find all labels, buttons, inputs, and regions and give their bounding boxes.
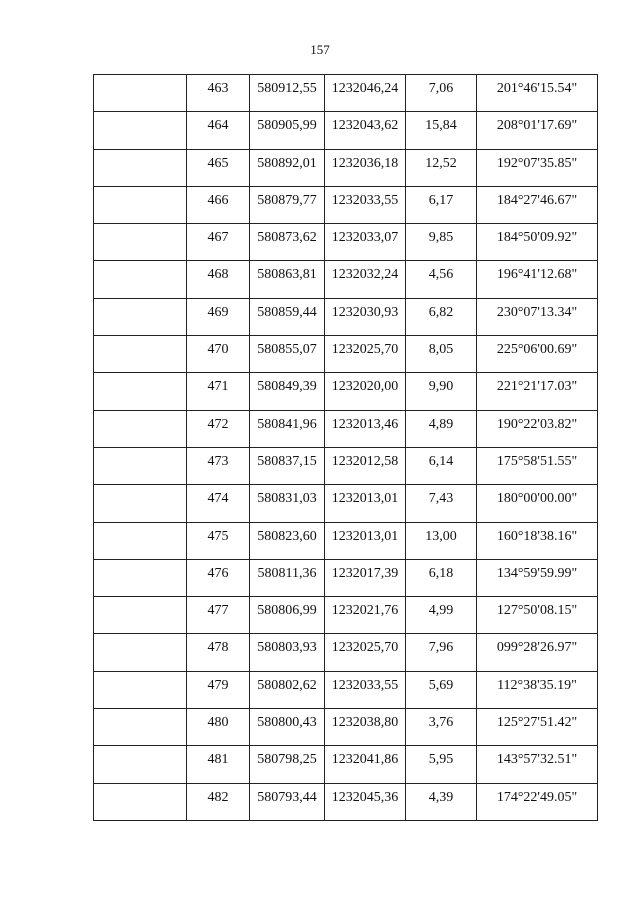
distance-cell-text: 7,43: [428, 491, 454, 507]
x-coordinate-cell-text: 580803,93: [257, 640, 317, 656]
direction-angle-cell-text: 196°41'12.68": [496, 267, 578, 283]
y-coordinate-cell: [325, 75, 406, 112]
point-number-cell: [187, 634, 250, 671]
x-coordinate-cell-text: 580823,60: [257, 528, 317, 544]
point-number-cell-text: 472: [207, 416, 229, 432]
point-number-cell-text: 464: [207, 118, 229, 134]
direction-angle-cell-text: 175°58'51.55": [496, 453, 578, 469]
table-row: [94, 709, 598, 746]
direction-angle-cell: [477, 485, 598, 522]
distance-cell-text: 15,84: [425, 118, 457, 134]
point-number-cell-text: 479: [207, 677, 229, 693]
y-coordinate-cell: [325, 559, 406, 596]
y-coordinate-cell-text: 1232030,93: [331, 304, 399, 320]
distance-cell-text: 4,89: [428, 416, 454, 432]
table-row: [94, 746, 598, 783]
distance-cell: [406, 783, 477, 820]
table-row: [94, 149, 598, 186]
point-number-cell: [187, 373, 250, 410]
table-row: [94, 373, 598, 410]
x-coordinate-cell-text: 580912,55: [257, 81, 317, 96]
distance-cell: [406, 373, 477, 410]
empty-cell: [94, 746, 187, 783]
empty-cell: [94, 634, 187, 671]
empty-cell: [94, 75, 187, 112]
point-number-cell-text: 478: [207, 640, 229, 656]
x-coordinate-cell-text: 580798,25: [257, 752, 317, 768]
y-coordinate-cell: [325, 373, 406, 410]
distance-cell-text: 5,95: [428, 752, 454, 768]
x-coordinate-cell: [250, 373, 325, 410]
x-coordinate-cell: [250, 261, 325, 298]
x-coordinate-cell: [250, 709, 325, 746]
distance-cell: [406, 410, 477, 447]
direction-angle-cell: [477, 75, 598, 112]
x-coordinate-cell: [250, 783, 325, 820]
empty-cell: [94, 261, 187, 298]
x-coordinate-cell: [250, 298, 325, 335]
empty-cell: [94, 336, 187, 373]
x-coordinate-cell: [250, 410, 325, 447]
y-coordinate-cell: [325, 634, 406, 671]
y-coordinate-cell: [325, 671, 406, 708]
point-number-cell: [187, 485, 250, 522]
point-number-cell-text: 476: [207, 565, 229, 581]
x-coordinate-cell-text: 580905,99: [257, 118, 317, 134]
y-coordinate-cell: [325, 447, 406, 484]
point-number-cell: [187, 410, 250, 447]
point-number-cell-text: 467: [207, 230, 229, 246]
table-row: [94, 75, 598, 112]
x-coordinate-cell: [250, 634, 325, 671]
coordinates-table: [93, 74, 598, 821]
direction-angle-cell: [477, 597, 598, 634]
point-number-cell: [187, 783, 250, 820]
y-coordinate-cell-text: 1232025,70: [331, 640, 399, 656]
y-coordinate-cell-text: 1232032,24: [331, 267, 399, 283]
direction-angle-cell: [477, 261, 598, 298]
y-coordinate-cell-text: 1232043,62: [331, 118, 399, 134]
direction-angle-cell: [477, 746, 598, 783]
y-coordinate-cell-text: 1232013,46: [331, 416, 399, 432]
x-coordinate-cell: [250, 149, 325, 186]
x-coordinate-cell: [250, 75, 325, 112]
empty-cell: [94, 149, 187, 186]
empty-cell: [94, 597, 187, 634]
point-number-cell-text: 480: [207, 715, 229, 731]
table-row: [94, 634, 598, 671]
distance-cell-text: 6,14: [428, 453, 454, 469]
direction-angle-cell-text: 230°07'13.34": [496, 304, 578, 320]
direction-angle-cell: [477, 112, 598, 149]
direction-angle-cell: [477, 447, 598, 484]
y-coordinate-cell: [325, 746, 406, 783]
x-coordinate-cell: [250, 746, 325, 783]
distance-cell: [406, 559, 477, 596]
y-coordinate-cell-text: 1232020,00: [331, 379, 399, 395]
point-number-cell: [187, 298, 250, 335]
point-number-cell: [187, 336, 250, 373]
y-coordinate-cell: [325, 298, 406, 335]
x-coordinate-cell: [250, 597, 325, 634]
point-number-cell: [187, 597, 250, 634]
point-number-cell: [187, 112, 250, 149]
x-coordinate-cell-text: 580863,81: [257, 267, 317, 283]
x-coordinate-cell-text: 580811,36: [257, 565, 317, 581]
y-coordinate-cell-text: 1232038,80: [331, 715, 399, 731]
distance-cell-text: 13,00: [425, 528, 457, 544]
point-number-cell-text: 470: [207, 342, 229, 358]
distance-cell: [406, 149, 477, 186]
x-coordinate-cell-text: 580849,39: [257, 379, 317, 395]
direction-angle-cell: [477, 224, 598, 261]
y-coordinate-cell-text: 1232033,55: [331, 192, 399, 208]
y-coordinate-cell-text: 1232033,55: [331, 677, 399, 693]
y-coordinate-cell: [325, 709, 406, 746]
x-coordinate-cell: [250, 522, 325, 559]
direction-angle-cell-text: 225°06'00.69": [496, 342, 578, 358]
distance-cell-text: 4,56: [428, 267, 454, 283]
distance-cell-text: 4,99: [428, 603, 454, 619]
direction-angle-cell: [477, 671, 598, 708]
table-row: [94, 298, 598, 335]
y-coordinate-cell-text: 1232017,39: [331, 565, 399, 581]
empty-cell: [94, 522, 187, 559]
direction-angle-cell-text: 160°18'38.16": [496, 528, 578, 544]
distance-cell: [406, 112, 477, 149]
point-number-cell: [187, 224, 250, 261]
y-coordinate-cell: [325, 224, 406, 261]
x-coordinate-cell: [250, 336, 325, 373]
x-coordinate-cell: [250, 671, 325, 708]
y-coordinate-cell-text: 1232025,70: [331, 342, 399, 358]
empty-cell: [94, 410, 187, 447]
point-number-cell-text: 468: [207, 267, 229, 283]
y-coordinate-cell-text: 1232036,18: [331, 155, 399, 171]
direction-angle-cell: [477, 298, 598, 335]
x-coordinate-cell: [250, 447, 325, 484]
table-row: [94, 224, 598, 261]
x-coordinate-cell-text: 580859,44: [257, 304, 317, 320]
point-number-cell: [187, 522, 250, 559]
empty-cell: [94, 186, 187, 223]
distance-cell: [406, 485, 477, 522]
point-number-cell-text: 481: [207, 752, 229, 768]
point-number-cell-text: 469: [207, 304, 229, 320]
distance-cell: [406, 746, 477, 783]
y-coordinate-cell-text: 1232041,86: [331, 752, 399, 768]
point-number-cell-text: 477: [207, 603, 229, 619]
direction-angle-cell: [477, 149, 598, 186]
page-number: 157: [310, 42, 330, 57]
direction-angle-cell: [477, 186, 598, 223]
x-coordinate-cell-text: 580892,01: [257, 155, 317, 171]
empty-cell: [94, 447, 187, 484]
point-number-cell-text: 466: [207, 192, 229, 208]
x-coordinate-cell: [250, 186, 325, 223]
y-coordinate-cell: [325, 597, 406, 634]
direction-angle-cell-text: 221°21'17.03": [496, 379, 578, 395]
x-coordinate-cell-text: 580837,15: [257, 453, 317, 469]
distance-cell: [406, 709, 477, 746]
direction-angle-cell-text: 125°27'51.42": [496, 715, 578, 731]
distance-cell-text: 3,76: [428, 715, 454, 731]
empty-cell: [94, 298, 187, 335]
x-coordinate-cell-text: 580873,62: [257, 230, 317, 246]
y-coordinate-cell-text: 1232045,36: [331, 789, 399, 805]
empty-cell: [94, 224, 187, 261]
distance-cell-text: 4,39: [428, 789, 454, 805]
distance-cell-text: 6,18: [428, 565, 454, 581]
direction-angle-cell: [477, 373, 598, 410]
table-row: [94, 186, 598, 223]
direction-angle-cell-text: 192°07'35.85": [496, 155, 578, 171]
table-row: [94, 261, 598, 298]
direction-angle-cell-text: 208°01'17.69": [496, 118, 578, 134]
distance-cell: [406, 597, 477, 634]
direction-angle-cell: [477, 336, 598, 373]
direction-angle-cell-text: 201°46'15.54": [496, 81, 578, 96]
point-number-cell: [187, 261, 250, 298]
x-coordinate-cell-text: 580855,07: [257, 342, 317, 358]
distance-cell: [406, 671, 477, 708]
direction-angle-cell: [477, 634, 598, 671]
x-coordinate-cell-text: 580793,44: [257, 789, 317, 805]
table-row: [94, 112, 598, 149]
direction-angle-cell: [477, 559, 598, 596]
direction-angle-cell: [477, 783, 598, 820]
distance-cell: [406, 634, 477, 671]
y-coordinate-cell-text: 1232021,76: [331, 603, 399, 619]
y-coordinate-cell: [325, 783, 406, 820]
table-row: [94, 447, 598, 484]
x-coordinate-cell: [250, 224, 325, 261]
point-number-cell-text: 471: [207, 379, 229, 395]
y-coordinate-cell: [325, 410, 406, 447]
distance-cell-text: 7,06: [428, 81, 454, 96]
distance-cell: [406, 186, 477, 223]
x-coordinate-cell-text: 580802,62: [257, 677, 317, 693]
distance-cell: [406, 522, 477, 559]
x-coordinate-cell: [250, 559, 325, 596]
point-number-cell-text: 474: [207, 491, 229, 507]
y-coordinate-cell: [325, 485, 406, 522]
y-coordinate-cell: [325, 149, 406, 186]
point-number-cell: [187, 559, 250, 596]
x-coordinate-cell-text: 580800,43: [257, 715, 317, 731]
point-number-cell: [187, 186, 250, 223]
direction-angle-cell-text: 190°22'03.82": [496, 416, 578, 432]
point-number-cell-text: 482: [207, 789, 229, 805]
x-coordinate-cell: [250, 112, 325, 149]
point-number-cell-text: 475: [207, 528, 229, 544]
table-row: [94, 336, 598, 373]
table-row: [94, 597, 598, 634]
distance-cell: [406, 261, 477, 298]
direction-angle-cell-text: 184°50'09.92": [496, 230, 578, 246]
empty-cell: [94, 485, 187, 522]
empty-cell: [94, 112, 187, 149]
table-row: [94, 671, 598, 708]
x-coordinate-cell-text: 580806,99: [257, 603, 317, 619]
table-row: [94, 410, 598, 447]
y-coordinate-cell: [325, 336, 406, 373]
direction-angle-cell-text: 112°38'35.19": [497, 677, 577, 693]
point-number-cell: [187, 746, 250, 783]
distance-cell-text: 9,85: [428, 230, 454, 246]
point-number-cell-text: 473: [207, 453, 229, 469]
table-row: [94, 559, 598, 596]
empty-cell: [94, 671, 187, 708]
empty-cell: [94, 559, 187, 596]
y-coordinate-cell-text: 1232033,07: [331, 230, 399, 246]
direction-angle-cell-text: 099°28'26.97": [496, 640, 578, 656]
empty-cell: [94, 373, 187, 410]
y-coordinate-cell-text: 1232013,01: [331, 528, 399, 544]
direction-angle-cell-text: 180°00'00.00": [496, 491, 578, 507]
empty-cell: [94, 783, 187, 820]
distance-cell: [406, 298, 477, 335]
table-row: [94, 485, 598, 522]
y-coordinate-cell-text: 1232012,58: [331, 453, 399, 469]
distance-cell-text: 9,90: [428, 379, 454, 395]
direction-angle-cell-text: 184°27'46.67": [496, 192, 578, 208]
x-coordinate-cell: [250, 485, 325, 522]
table-row: [94, 522, 598, 559]
point-number-cell: [187, 149, 250, 186]
point-number-cell: [187, 671, 250, 708]
distance-cell-text: 5,69: [428, 677, 454, 693]
y-coordinate-cell: [325, 112, 406, 149]
point-number-cell-text: 465: [207, 155, 229, 171]
table-row: [94, 783, 598, 820]
y-coordinate-cell: [325, 261, 406, 298]
x-coordinate-cell-text: 580831,03: [257, 491, 317, 507]
distance-cell-text: 7,96: [428, 640, 454, 656]
direction-angle-cell-text: 174°22'49.05": [496, 789, 578, 805]
point-number-cell: [187, 75, 250, 112]
distance-cell-text: 6,82: [428, 304, 454, 320]
distance-cell-text: 6,17: [428, 192, 454, 208]
direction-angle-cell: [477, 410, 598, 447]
y-coordinate-cell: [325, 522, 406, 559]
y-coordinate-cell: [325, 186, 406, 223]
direction-angle-cell: [477, 709, 598, 746]
point-number-cell: [187, 447, 250, 484]
point-number-cell-text: 463: [207, 81, 229, 96]
distance-cell: [406, 75, 477, 112]
empty-cell: [94, 709, 187, 746]
x-coordinate-cell-text: 580841,96: [257, 416, 317, 432]
y-coordinate-cell-text: 1232013,01: [331, 491, 399, 507]
y-coordinate-cell-text: 1232046,24: [331, 81, 399, 96]
distance-cell: [406, 336, 477, 373]
table-body: [94, 75, 598, 821]
distance-cell: [406, 447, 477, 484]
direction-angle-cell-text: 127°50'08.15": [496, 603, 578, 619]
direction-angle-cell: [477, 522, 598, 559]
direction-angle-cell-text: 134°59'59.99": [496, 565, 578, 581]
direction-angle-cell-text: 143°57'32.51": [496, 752, 578, 768]
point-number-cell: [187, 709, 250, 746]
distance-cell-text: 8,05: [428, 342, 454, 358]
distance-cell-text: 12,52: [425, 155, 457, 171]
x-coordinate-cell-text: 580879,77: [257, 192, 317, 208]
distance-cell: [406, 224, 477, 261]
